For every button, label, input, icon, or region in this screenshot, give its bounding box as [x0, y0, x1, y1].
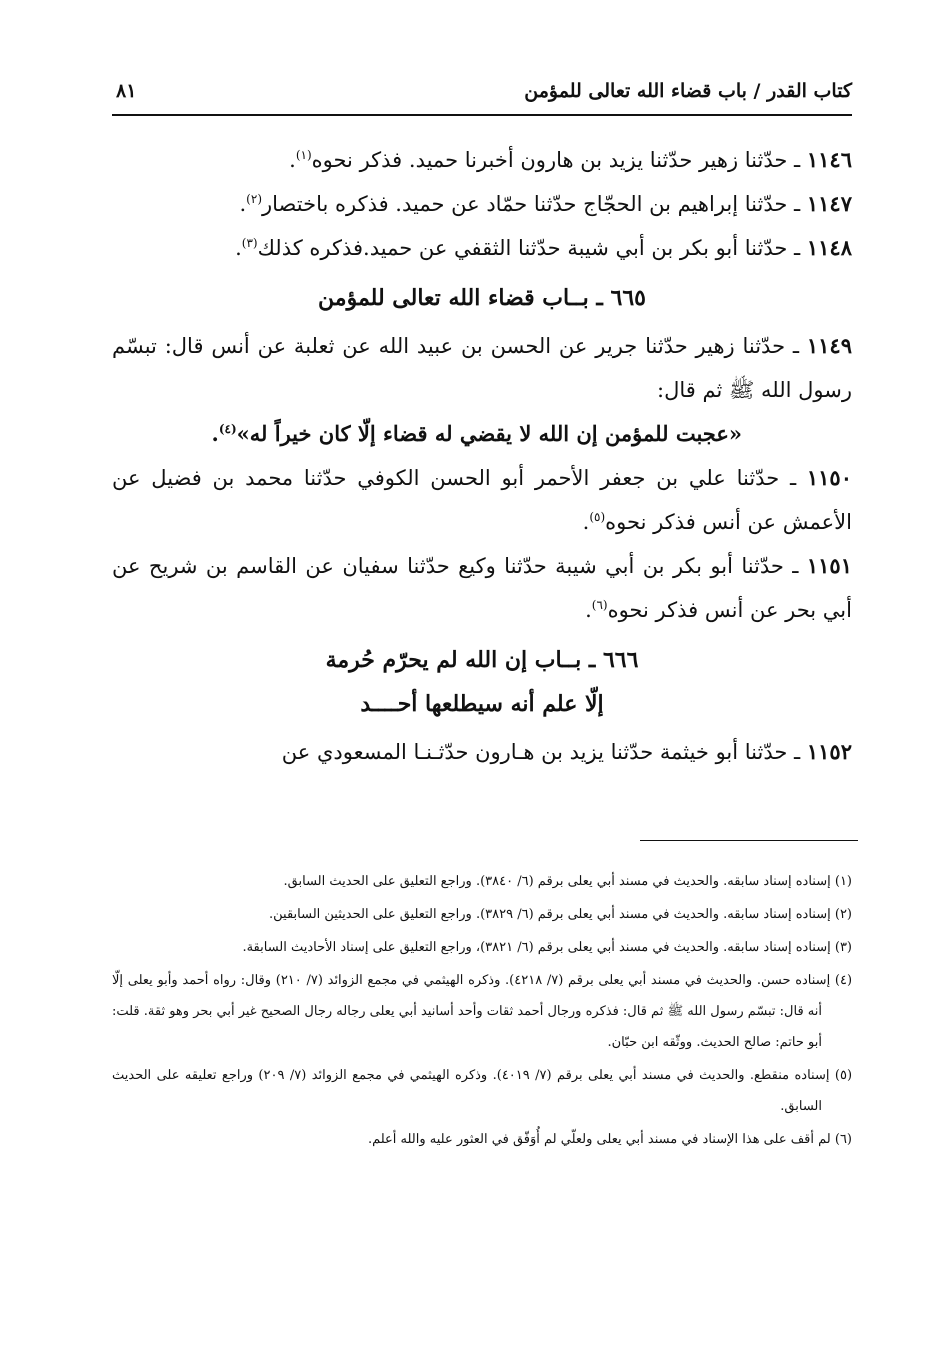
quote-text: «عجبت للمؤمن إن الله لا يقضي له قضاء إلّا كان خيراً له» [236, 421, 742, 446]
quote-end: . [211, 421, 219, 446]
footnote-2: (٢) إسناده إسناد سابقه. والحديث في مسند أبي يعلى برقم (٦/ ٣٨٢٩). وراجع التعليق على الحديثين السابقين. [269, 907, 852, 922]
hadith-number: ١١٤٨ [806, 235, 852, 260]
hadith-text: ـ حدّثنا علي بن جعفر الأحمر أبو الحسن الكوفي حدّثنا محمد بن فضيل عن الأعمش عن أنس فذكر نحوه [112, 466, 852, 534]
hadith-number: ١١٥٢ [806, 739, 852, 764]
footnote-ref: (٦) [591, 598, 608, 612]
hadith-text: ـ حدّثنا أبو بكر بن أبي شيبة حدّثنا الثقفي عن حميد.فذكره كذلك [257, 236, 807, 260]
hadith-text: ـ حدّثنا أبو خيثمة حدّثنا يزيد بن هـارون حدّثـنـا المسعودي عن [281, 740, 807, 764]
hadith-number: ١١٤٩ [806, 333, 852, 358]
footnote-ref: (١) [295, 148, 312, 162]
hadith-1148 [112, 226, 852, 270]
footnote-1: (١) إسناده إسناد سابقه. والحديث في مسند أبي يعلى برقم (٦/ ٣٨٤٠). وراجع التعليق على الحديث السابق. [283, 874, 852, 889]
hadith-number: ١١٤٦ [806, 147, 852, 172]
running-title: كتاب القدر / باب قضاء الله تعالى للمؤمن [524, 80, 852, 102]
hadith-1146 [112, 138, 852, 182]
hadith-1151 [112, 544, 852, 632]
hadith-number: ١١٥١ [806, 553, 852, 578]
chapter-title: ٦٦٥ ـ بــاب قضاء الله تعالى للمؤمن [318, 285, 646, 311]
hadith-1147 [112, 182, 852, 226]
footnote-6: (٦) لم أقف على هذا الإسناد في مسند أبي يعلى ولعلّي لم أُوَفّق في العثور عليه والله أعلم. [367, 1132, 852, 1147]
page-header [112, 78, 852, 116]
hadith-end: . [235, 236, 242, 260]
chapter-title-line-1: ٦٦٦ ـ بــاب إن الله لم يحرّم حُرمة [325, 647, 639, 673]
footnote-ref: (٥) [589, 510, 606, 524]
hadith-1149 [112, 324, 852, 412]
footnote-3: (٣) إسناده إسناد سابقه. والحديث في مسند أبي يعلى برقم (٦/ ٣٨٢١)، وراجع التعليق على إسناد الأحاديث السابقة. [242, 940, 852, 955]
page-number: ٨١ [116, 80, 137, 102]
chapter-heading-665 [112, 276, 852, 320]
hadith-1152 [112, 730, 852, 774]
footnote-5: (٥) إسناده منقطع. والحديث في مسند أبي يعلى برقم (٧/ ٤٠١٩). وذكره الهيثمي في مجمع الزوائد (٧/ ٢٠٩) وراجع تعليقه على الحديث السابق. [112, 1068, 853, 1114]
hadith-number: ١١٥٠ [806, 465, 852, 490]
chapter-title-line-2: إلّا علم أنه سيطلعها أحــــد [360, 691, 604, 717]
footnotes [112, 866, 852, 1157]
footnote-4: (٤) إسناده حسن. والحديث في مسند أبي يعلى برقم (٧/ ٤٢١٨). وذكره الهيثمي في مجمع الزوائد (٧/ ٢١٠) وقال: رواه أحمد وأبو يعلى إلّا أنه قال: تبسّم رسول الله ﷺ ثم قال: فذكره ورجال أحمد ثقات وأحد أسانيد أبي يعلى رجاله رجال الصحيح غير أبي بحر وهو ثقة. قلت: أبو حاتم: صالح الحديث. ووثّقه ابن حبّان. [111, 973, 853, 1050]
hadith-1150 [112, 456, 852, 544]
hadith-text: ـ حدّثنا زهير حدّثنا يزيد بن هارون أخبرنا حميد. فذكر نحوه [311, 148, 807, 172]
chapter-heading-666 [112, 638, 852, 726]
footnote-ref: (٣) [241, 236, 258, 250]
hadith-end: . [239, 192, 247, 216]
footnote-ref: (٤) [218, 422, 237, 436]
hadith-number: ١١٤٧ [806, 191, 852, 216]
prophetic-quote [112, 412, 852, 456]
hadith-text: ـ حدّثنا إبراهيم بن الحجّاج حدّثنا حمّاد عن حميد. فذكره باختصار [262, 192, 807, 216]
footnote-separator [640, 840, 858, 841]
hadith-text: ـ حدّثنا أبو بكر بن أبي شيبة حدّثنا وكيع حدّثنا سفيان عن القاسم بن شريح عن أبي بحر عن أنس فذكر نحوه [112, 554, 852, 622]
main-text [112, 138, 852, 774]
hadith-end: . [582, 510, 590, 534]
hadith-end: . [585, 598, 592, 622]
footnote-ref: (٢) [246, 192, 262, 206]
hadith-text: ـ حدّثنا زهير حدّثنا جرير عن الحسن بن عبيد الله عن ثعلبة عن أنس قال: تبسّم رسول الله ﷺ ثم قال: [112, 334, 852, 402]
hadith-end: . [289, 148, 296, 172]
